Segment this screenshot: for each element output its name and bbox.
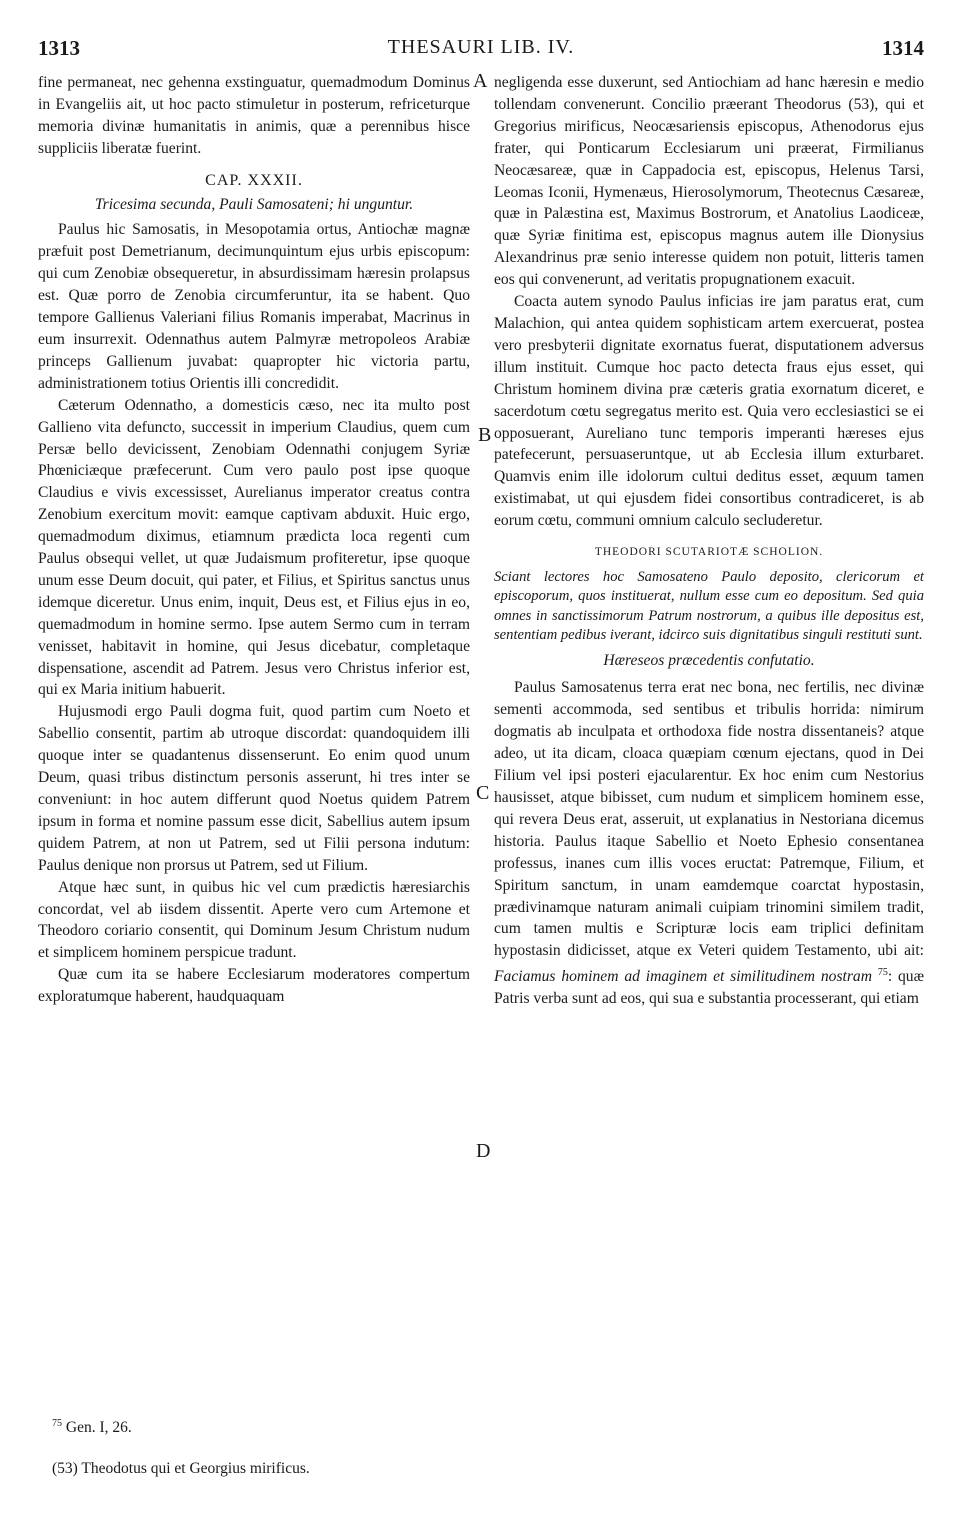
- page-header: [38, 36, 924, 66]
- paragraph-text: : quæ Patris verba sunt ad eos, qui sua e substantia processerant, qui etiam: [494, 968, 924, 1008]
- paragraph: Cæterum Odennatho, a domesticis cæso, nec ita multo post Gallieno vita defuncto, successit in imperium Claudius, quem cum Persæ bello devicissent, Zenobiam Odennathi conjugem Syriæ Phœniciæque præfecerunt. Cum vero paulo post ipse quoque Claudius e vivis excessisset, Aurelianus imperator creatus contra Zenobium exercitum movit: eamque captivam abduxit. Huic ergo, quemadmodum diximus, etiamnum prædicta loca regenti cum Paulus obsequi vellet, ut quæ Judaismum profiteretur, ipse quoque unum esse Deum docuit, qui pater, et Filius, et Spiritus sanctus unus idemque diceretur. Unus enim, inquit, Deus est, et Filius ejus in eo, quemadmodum in homine sermo. Ipse autem Sermo cum in terram venisset, habitavit in homine, qui Jesus dicebatur, completaque dispensatione, ascendit ad Patrem. Jesus vero Christus inferior est, qui ex Maria initium habuerit.: [38, 396, 470, 699]
- left-column: [38, 72, 470, 1008]
- chapter-subtitle: Tricesima secunda, Pauli Samosateni; hi unguntur.: [94, 195, 414, 213]
- paragraph: [494, 677, 924, 1010]
- chapter-title: CAP. XXXII.: [205, 171, 303, 189]
- right-column: [494, 72, 924, 1010]
- footnote-number: 75: [52, 1418, 62, 1429]
- scholion-title: THEODORI SCUTARIOTÆ SCHOLION.: [594, 546, 824, 559]
- section-title: Hæreseos præcedentis confutatio.: [603, 651, 815, 669]
- margin-marker-b: B: [478, 424, 492, 446]
- footnote-text: Gen. I, 26.: [65, 1419, 132, 1437]
- footnote-53: (53) Theodotus qui et Georgius mirificus.: [52, 1460, 310, 1477]
- margin-marker-d: D: [476, 1140, 491, 1162]
- scholion-text: Sciant lectores hoc Samosateno Paulo deposito, clericorum et episcoporum, quos instituerat, nullum esse cum eo depositum. Sed quia omnes in sanctissimorum Patrum nostrorum, a quibus ille depositus est, sententiam pedibus iverant, idcirco suis dignitatibus singuli restituti sunt.: [494, 568, 924, 644]
- paragraph: Hujusmodi ergo Pauli dogma fuit, quod partim cum Noeto et Sabellio consentit, partim ab utroque discordat: quandoquidem illi quoque inter se quadantenus dissenserunt. Eo enim quod unum Deum, quasi tribus distinctum personis asserunt, hi tres inter se conveniunt: in hoc autem differunt quod Noetus quidem Patrem ipsum in forma et nomine passum esse dicit, Sabellius autem ipsum quidem Patrem, at non ut Patrem, sed ut Filii persona indutum: Paulus denique non prorsus ut Patrem, sed ut Filium.: [38, 703, 470, 874]
- margin-marker-a: A: [473, 70, 488, 92]
- paragraph: Atque hæc sunt, in quibus hic vel cum prædictis hæresiarchis concordat, vel ab iisdem dissentit. Aperte vero cum Artemone et Theodoro coriario consentit, qui Dominum Jesum Christum nudum et simplicem hominem perspicue tradunt.: [38, 878, 470, 962]
- page-number-right: 1314: [882, 36, 924, 60]
- footnote-ref: 75: [877, 967, 888, 979]
- paragraph: Coacta autem synodo Paulus inficias ire jam paratus erat, cum Malachion, qui antea quidem sophisticam artem exercuerat, postea vero presbyterii dignitate exornatus fuerat, disputationem adversus illum instituit. Cumque hoc pacto detecta fraus ejus esset, qui Christum hominem divina præ cæteris gratia exornatum diceret, e sacerdotum cœtu segregatus merito est. Quia vero ecclesiastici se ei opposuerant, Aureliano tunc temporis imperanti hæreses ejus patefecerunt, persuaseruntque, ut ab Ecclesia illum exturbaret. Quamvis enim ille idolorum cultui deditus esset, æquum tamen existimabat, ut qui ejusdem fidei consortibus contradiceret, is ab eorum cœtu, communi omnium calculo secluderetur.: [494, 293, 924, 530]
- paragraph: Paulus hic Samosatis, in Mesopotamia ortus, Antiochæ magnæ præfuit post Demetrianum, decimunquintum ejus urbis episcopum: qui cum Zenobiæ obsequeretur, in absurdissimam hæresin prolapsus est. Quæ porro de Zenobia circumferuntur, ita se habent. Quo tempore Gallienus Valeriani filius Romanis imperabat, Macrinus in eum insurrexit. Odennathus autem Palmyræ metropoleos Arabiæ princeps Gallienum juvabat: quapropter hic victoria partu, administrationem totius Orientis illi concredidit.: [38, 221, 470, 392]
- paragraph: negligenda esse duxerunt, sed Antiochiam ad hanc hæresin e medio tollendam convenerunt. Concilio præerant Theodorus (53), qui et Gregorius mirificus, Neocæsariensis episcopus, Athenodorus ejus frater, qui Ponticarum Ecclesiarum uni præerat, Firmilianus Neocæsareæ, quæ in Cappadocia est, episcopus, Helenus Tarsi, Leomas Iconii, Hymenæus, Hierosolymorum, Theotecnus Cæsareæ, quæ in Palæstina est, Maximus Bostrorum, et Anatolius Laodiceæ, quæ Syriæ finitima est, episcopus magnus autem ille Dionysius Alexandrinus præ senio interesse quidem non potuit, litteris tamen eos qui convenerunt, ad veritatis propugnationem exacuit.: [494, 74, 924, 289]
- page-number-left: 1313: [38, 36, 80, 60]
- running-title: THESAURI LIB. IV.: [387, 36, 575, 58]
- margin-marker-c: C: [476, 782, 490, 804]
- paragraph-text: Paulus Samosatenus terra erat nec bona, nec fertilis, nec divinæ sementi accommoda, sed sentibus et tribulis horrida: nimirum dogmatis ab inculpata et orthodoxa fide nostra dissentaneis? atque adeo, ut ita dicam, cloaca quæpiam cœnum ejectans, quod in Dei Filium vel ipsi posteri ejacularentur. Ex hoc enim cum Nestorius hausisset, atque bibisset, cum nudum et simplicem hominem esse, qui revera Deus erat, asseruit, ut explanatius in Nestoriana dicemus historia. Paulus itaque Sabellio et Noeto Ephesio consentanea professus, inanes cum illis voces eructat: Patremque, Filium, et Spiritum sanctum, in unam eamdemque coarctat hypostasin, prædivinamque naturam animali cuipiam trinomini similem tradit, cum tamen multis e Scripturæ locis eam triplici definitam hypostasin didicisset, atque ex Veteri quidem Testamento, ubi ait:: [494, 679, 924, 960]
- scripture-quote: Faciamus hominem ad imaginem et similitudinem nostram: [494, 968, 872, 986]
- paragraph: Quæ cum ita se haberе Ecclesiarum moderatores compertum exploratumque haberent, haudquaquam: [38, 966, 470, 1006]
- footnote-gen: [52, 1418, 552, 1437]
- paragraph: fine permaneat, nec gehenna exstinguatur, quemadmodum Dominus in Evangeliis ait, ut hoc pacto stimuletur in posterum, refriceturque memoria divinæ humanitatis in animis, quæ a perennibus hisce suppliciis liberatæ fuerint.: [38, 74, 470, 157]
